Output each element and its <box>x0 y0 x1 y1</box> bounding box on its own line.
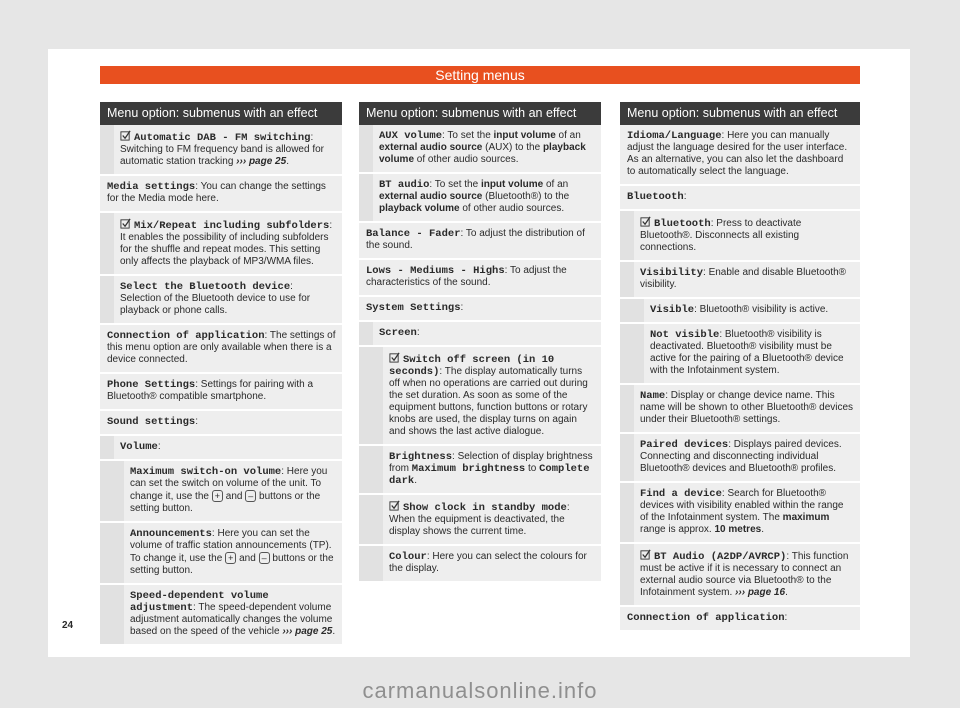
option-text: : You can change the settings for the Media mode here. <box>107 181 326 204</box>
option-key: Show clock in standby mode <box>403 502 567 514</box>
option-text: : The speed-dependent volume adjustment automatically changes the volume based on the speed of the vehicle <box>130 602 333 637</box>
option-text: : Bluetooth® visibility is active. <box>694 304 829 315</box>
option-key: Find a device <box>640 488 722 500</box>
emphasis: 10 metres <box>714 524 762 535</box>
option-text: of an <box>543 179 569 190</box>
option-key: Connection of application <box>107 330 265 342</box>
option-text: : Here you can manually adjust the language desired for the user interface. As an alternative, you can also let the dashboard to automatically select the language. <box>627 130 848 177</box>
option-text: : <box>460 302 464 313</box>
option-key: Brightness <box>389 451 453 463</box>
page-reference: ››› page 25 <box>282 626 333 637</box>
menu-row <box>620 262 860 299</box>
column-title: Menu option: submenus with an effect <box>100 102 342 125</box>
option-text: : Selection of the Bluetooth device to use for playback or phone calls. <box>120 281 311 316</box>
punct: . <box>414 475 417 486</box>
menu-row <box>359 347 601 446</box>
menu-row <box>620 125 860 186</box>
option-key: Select the Bluetooth device <box>120 281 291 293</box>
option-key: Volume <box>120 441 158 453</box>
option-key: Media settings <box>107 181 196 193</box>
option-text: : When the equipment is deactivated, the display shows the current time. <box>389 502 570 537</box>
option-key: Name <box>640 390 666 402</box>
option-key: BT Audio (A2DP/AVRCP) <box>654 551 787 563</box>
column-2 <box>359 102 601 583</box>
option-text: : <box>416 327 420 338</box>
menu-row <box>620 324 860 385</box>
option-text: : To set the <box>442 130 494 141</box>
menu-row <box>100 523 342 585</box>
column-1 <box>100 102 342 646</box>
option-text: of an <box>555 130 581 141</box>
option-text: : Here you can select the colours for the display. <box>389 551 587 574</box>
page-number: 24 <box>62 620 74 631</box>
menu-row <box>100 276 342 325</box>
option-text: range is approx. <box>640 524 715 535</box>
watermark: carmanualsonline.info <box>362 678 598 703</box>
option-text: : Switching to FM frequency band is allowed for automatic station tracking <box>120 132 324 167</box>
option-key: System Settings <box>366 302 461 314</box>
menu-row <box>100 176 342 213</box>
option-text: : This function must be active if it is necessary to connect an external audio source via Bluetooth® to the Infotainment system. <box>640 551 849 598</box>
emphasis: playback volume <box>379 142 586 165</box>
checkbox-icon <box>120 130 131 141</box>
option-key: Lows - Mediums - Highs <box>366 265 505 277</box>
option-text: of other audio sources. <box>459 203 565 214</box>
minus-key: – <box>245 490 256 502</box>
option-text: : To adjust the distribution of the sound. <box>366 228 585 251</box>
checkbox-icon <box>640 216 651 227</box>
option-key: Phone Settings <box>107 379 196 391</box>
option-text: (Bluetooth®) to the <box>482 191 570 202</box>
menu-row <box>359 495 601 546</box>
option-text: : Search for Bluetooth® devices with visibility enabled within the range of the Infotainment system. The <box>640 488 844 523</box>
option-text: : The display automatically turns off when no operations are carried out during the set duration. As soon as some of the equipment buttons, function buttons or rotary knobs are used, the display turns on again and shows the last active dialogue. <box>389 366 588 437</box>
checkbox-icon <box>389 352 400 363</box>
option-text: buttons or the setting button. <box>130 491 321 514</box>
checkbox-icon <box>389 500 400 511</box>
menu-row <box>359 174 601 223</box>
emphasis: external audio source <box>379 191 483 202</box>
option-key: Visibility <box>640 267 704 279</box>
option-key: Sound settings <box>107 416 196 428</box>
punct: . <box>286 156 289 167</box>
option-text: : To adjust the characteristics of the sound. <box>366 265 567 288</box>
menu-row <box>620 385 860 434</box>
option-key: Visible <box>650 304 695 316</box>
option-text: buttons or the setting button. <box>130 553 334 576</box>
option-key: Colour <box>389 551 427 563</box>
option-key: Maximum switch-on volume <box>130 466 282 478</box>
punct: . <box>761 524 764 535</box>
menu-row <box>100 325 342 374</box>
emphasis: external audio source <box>379 142 483 153</box>
menu-row <box>100 585 342 646</box>
punct: . <box>785 587 788 598</box>
option-key: Idioma/Language <box>627 130 722 142</box>
option-key: Paired devices <box>640 439 729 451</box>
menu-row <box>620 607 860 632</box>
menu-row <box>620 483 860 544</box>
menu-row <box>620 544 860 607</box>
emphasis: input volume <box>480 179 544 190</box>
menu-row <box>620 186 860 211</box>
option-text: : The settings of this menu option are only available when there is a device connected. <box>107 330 336 365</box>
menu-row <box>359 322 601 347</box>
plus-key: + <box>212 490 223 502</box>
option-key: Screen <box>379 327 417 339</box>
menu-row <box>100 213 342 276</box>
menu-row <box>359 297 601 322</box>
option-text: : Enable and disable Bluetooth® visibility. <box>640 267 847 290</box>
page-reference: ››› page 16 <box>735 587 786 598</box>
option-key: Automatic DAB - FM switching <box>134 132 311 144</box>
page-reference: ››› page 25 <box>236 156 287 167</box>
option-text: : Here you can set the switch on volume of the unit. To change it, use the <box>130 466 328 502</box>
emphasis: maximum <box>782 512 830 523</box>
option-key: Bluetooth <box>627 191 684 203</box>
option-text: : It enables the possibility of including subfolders for the shuffle and repeat modes. This setting only affects the playback of MP3/WMA files. <box>120 220 333 267</box>
plus-key: + <box>225 552 236 564</box>
option-key: Mix/Repeat including subfolders <box>134 220 330 232</box>
menu-row <box>359 546 601 583</box>
section-header: Setting menus <box>100 66 860 84</box>
emphasis: input volume <box>493 130 556 141</box>
option-text: : Press to deactivate Bluetooth®. Disconnects all existing connections. <box>640 218 802 253</box>
option-text: : Bluetooth® visibility is deactivated. Bluetooth® visibility must be active for the pairing of a Bluetooth® device with the Infotainment system. <box>650 329 844 376</box>
menu-row <box>620 211 860 262</box>
option-text: : <box>784 612 788 623</box>
option-text: and <box>236 553 259 564</box>
menu-row <box>100 411 342 436</box>
option-key: Balance - Fader <box>366 228 461 240</box>
menu-row <box>359 260 601 297</box>
menu-row <box>359 223 601 260</box>
option-text: : Display or change device name. This name will be shown to other Bluetooth® devices under their Bluetooth® settings. <box>640 390 854 425</box>
menu-row <box>620 299 860 324</box>
option-text: : To set the <box>429 179 481 190</box>
option-key: Complete dark <box>389 463 590 487</box>
menu-row <box>100 436 342 461</box>
emphasis: playback volume <box>379 203 460 214</box>
option-text: : <box>195 416 198 427</box>
option-key: Bluetooth <box>654 218 711 230</box>
menu-row <box>100 374 342 411</box>
option-text: of other audio sources. <box>414 154 519 165</box>
option-text: (AUX) to the <box>482 142 543 153</box>
menu-row <box>620 434 860 483</box>
option-key: BT audio <box>379 179 430 191</box>
menu-row <box>100 461 342 523</box>
option-key: AUX volume <box>379 130 443 142</box>
checkbox-icon <box>120 218 131 229</box>
option-text: : Settings for pairing with a Bluetooth® compatible smartphone. <box>107 379 314 402</box>
option-key: Switch off screen (in 10 seconds) <box>389 354 555 378</box>
checkbox-icon <box>640 549 651 560</box>
option-key: Maximum brightness <box>411 463 526 475</box>
option-text: : Here you can set the volume of traffic station announcements (TP). To change it, use the <box>130 528 332 564</box>
minus-key: – <box>259 552 270 564</box>
option-text: : Displays paired devices. Connecting and disconnecting individual Bluetooth® devices and Bluetooth® profiles. <box>640 439 842 474</box>
option-text: : Selection of display brightness from <box>389 451 593 474</box>
option-key: Speed-dependent volume adjustment <box>130 590 269 614</box>
column-title: Menu option: submenus with an effect <box>359 102 601 125</box>
option-key: Not visible <box>650 329 720 341</box>
menu-row <box>359 125 601 174</box>
column-3 <box>620 102 860 632</box>
option-key: Announcements <box>130 528 212 540</box>
column-title: Menu option: submenus with an effect <box>620 102 860 125</box>
option-text: to <box>525 463 540 474</box>
option-text: : <box>683 191 687 202</box>
menu-row <box>359 446 601 495</box>
punct: . <box>332 626 336 637</box>
menu-row <box>100 125 342 176</box>
option-text: : <box>157 441 161 452</box>
option-text: and <box>223 491 246 502</box>
option-key: Connection of application <box>627 612 785 624</box>
